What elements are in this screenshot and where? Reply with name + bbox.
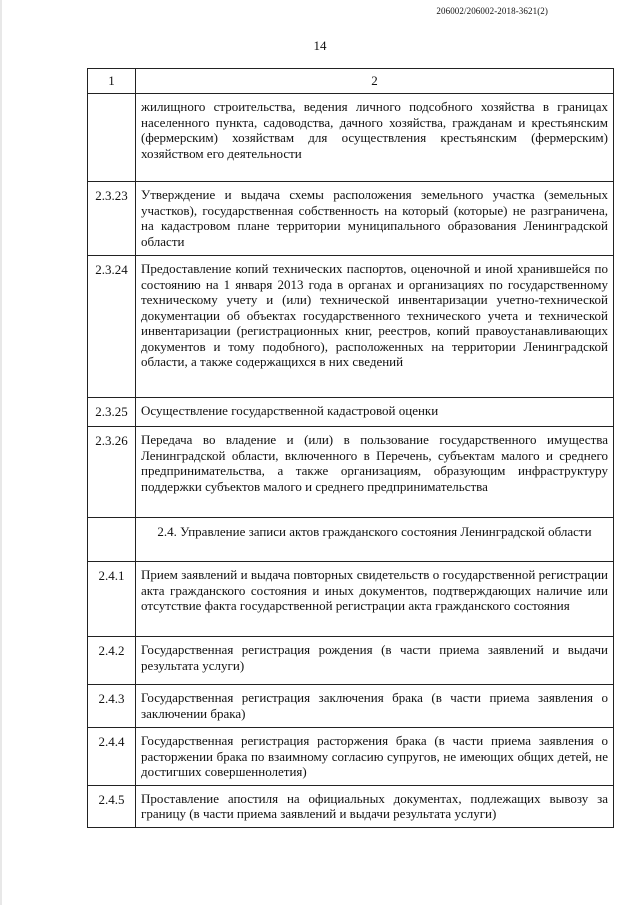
- section-row: [88, 518, 614, 562]
- row-text: Государственная регистрация рождения (в части приема заявлений и выдачи результата услуги): [136, 637, 614, 685]
- row-number: 2.3.23: [88, 182, 136, 256]
- row-text: жилищного строительства, ведения личного подсобного хозяйства в границах населенного пункта, садоводства, дачного хозяйства, гражданам и крестьянским (фермерским) хозяйствам для осуществления крестьянским (фермерским) хозяйством его деятельности: [136, 94, 614, 182]
- row-text: Государственная регистрация расторжения брака (в части приема заявления о расторжении брака по взаимному согласию супругов, не имеющих общих детей, не достигших совершеннолетия): [136, 728, 614, 786]
- section-title: 2.4. Управление записи актов гражданского состояния Ленинградской области: [136, 518, 614, 562]
- table-row: [88, 427, 614, 518]
- row-text: Прием заявлений и выдача повторных свидетельств о государственной регистрации акта гражданского состояния и иных документов, подтверждающих наличие или отсутствие факта государственной регистрации акта гражданского состояния: [136, 562, 614, 637]
- table-row: [88, 637, 614, 685]
- table-row: [88, 785, 614, 827]
- row-number: 2.4.5: [88, 785, 136, 827]
- table-row: [88, 94, 614, 182]
- table-row: [88, 685, 614, 728]
- row-number: 2.4.2: [88, 637, 136, 685]
- table-header-row: [88, 69, 614, 94]
- table-row: [88, 182, 614, 256]
- document-id: 206002/206002-2018-3621(2): [436, 6, 548, 16]
- row-number: 2.4.4: [88, 728, 136, 786]
- column-header-text: 2: [136, 69, 614, 94]
- column-header-number: 1: [88, 69, 136, 94]
- row-text: Передача во владение и (или) в пользование государственного имущества Ленинградской области, включенного в Перечень, субъектам малого и среднего предпринимательства, а также организациям, образующим инфраструктуру поддержки субъектов малого и среднего предпринимательства: [136, 427, 614, 518]
- table-row: [88, 728, 614, 786]
- row-number: 2.4.3: [88, 685, 136, 728]
- table-row: [88, 562, 614, 637]
- row-number: [88, 94, 136, 182]
- row-number: 2.4.1: [88, 562, 136, 637]
- row-number: 2.3.25: [88, 398, 136, 427]
- scan-edge: [0, 0, 2, 905]
- page-number: 14: [313, 38, 327, 53]
- services-table: [87, 68, 614, 828]
- row-text: Осуществление государственной кадастровой оценки: [136, 398, 614, 427]
- table-row: [88, 398, 614, 427]
- row-text: Предоставление копий технических паспортов, оценочной и иной хранившейся по состоянию на 1 января 2013 года в органах и организациях по государственному техническому учету и (или) технической инвентаризации учетно-технической документации об объектах государственного технического учета и технической инвентаризации (регистрационных книг, реестров, копий правоустанавливающих документов и тому подобного), расположенных на территории Ленинградской области, а также содержащихся в них сведений: [136, 256, 614, 398]
- row-number: 2.3.24: [88, 256, 136, 398]
- row-number: 2.3.26: [88, 427, 136, 518]
- row-text: Проставление апостиля на официальных документах, подлежащих вывозу за границу (в части приема заявлений и выдачи результата услуги): [136, 785, 614, 827]
- row-number: [88, 518, 136, 562]
- row-text: Утверждение и выдача схемы расположения земельного участка (земельных участков), государственная собственность на который (которые) не разграничена, на кадастровом плане территории муниципального образования Ленинградской области: [136, 182, 614, 256]
- table-row: [88, 256, 614, 398]
- row-text: Государственная регистрация заключения брака (в части приема заявления о заключении брака): [136, 685, 614, 728]
